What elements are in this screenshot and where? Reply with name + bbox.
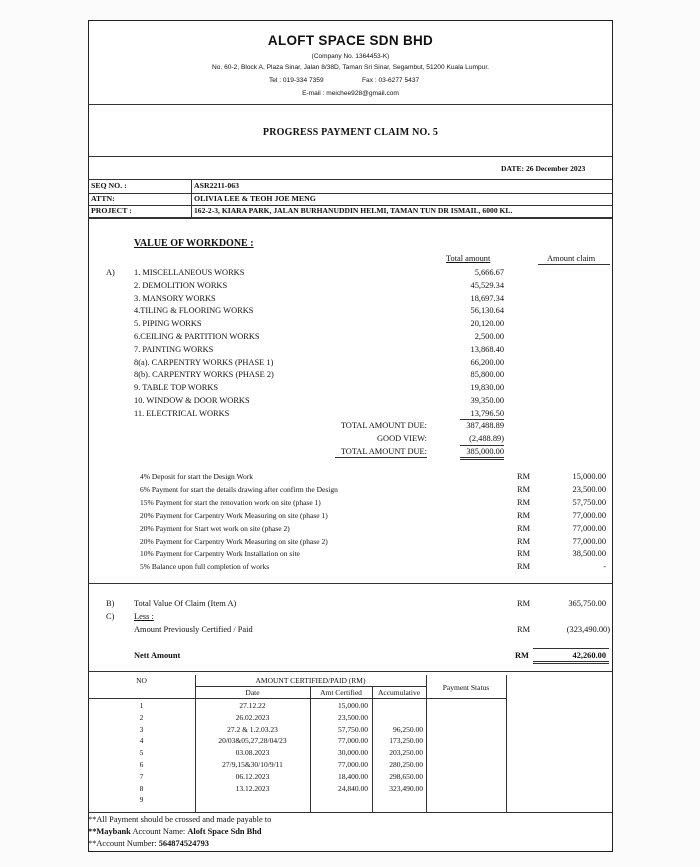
paid-row-accumulative: 173,250.00	[389, 736, 423, 746]
col-amt: Amt Certified	[320, 688, 362, 697]
payment-stage-currency: RM	[517, 497, 531, 507]
paid-row-amount: 77,000.00	[338, 760, 368, 769]
work-item-amount: 56,130.64	[470, 306, 504, 316]
work-item-name: 2. DEMOLITION WORKS	[134, 280, 228, 290]
table-line	[506, 675, 507, 812]
divider	[88, 671, 612, 672]
paid-row-no: 6	[139, 760, 144, 769]
nett-label: Nett Amount	[134, 651, 181, 660]
paid-row-no: 8	[139, 783, 144, 793]
payment-stage-desc: 20% Payment for Carpentry Work Measuring on site (phase 1)	[140, 510, 328, 520]
claim-underline	[538, 264, 610, 265]
footer-line3	[88, 840, 209, 848]
b-amount: 365,750.00	[568, 599, 606, 608]
paid-row-no: 9	[139, 795, 144, 805]
b-label: B)	[106, 599, 115, 608]
company-email: E-mail : meichee928@gmail.com	[302, 90, 399, 97]
paid-row-amount: 24,840.00	[338, 783, 368, 793]
double-underline	[533, 663, 609, 664]
paid-row-date: 27/9,15&30/10/9/11	[222, 760, 283, 769]
nett-currency: RM	[515, 651, 529, 660]
payment-stage-currency: RM	[517, 523, 531, 533]
c-currency: RM	[517, 625, 531, 634]
total-due2-value: 385,000.00	[466, 447, 504, 456]
work-item-name: 8(b). CARPENTRY WORKS (PHASE 2)	[134, 370, 274, 380]
work-item-amount: 85,800.00	[470, 370, 504, 380]
b-text: Total Value Of Claim (Item A)	[134, 599, 237, 608]
paid-row-date: 20/03&05,27,28/04/23	[218, 736, 287, 746]
work-item-name: 7. PAINTING WORKS	[134, 344, 214, 354]
footer-account-label: Account Name:	[130, 827, 188, 836]
col-amount-claim: Amount claim	[547, 254, 596, 263]
payment-stage-desc: 20% Payment for Carpentry Work Measuring on site (phase 2)	[140, 536, 328, 546]
payment-stage-desc: 4% Deposit for start the Design Work	[140, 472, 253, 481]
payment-stage-currency: RM	[517, 536, 531, 546]
paid-row-accumulative: 298,650.00	[389, 771, 423, 781]
payment-stage-desc: 10% Payment for Carpentry Work Installation on site	[140, 549, 300, 559]
paid-row-no: 5	[139, 748, 144, 758]
footer-account-number: 564874524793	[158, 839, 209, 848]
paid-row-date: 06.12.2023	[235, 771, 270, 781]
payment-stage-amount: 23,500.00	[572, 484, 606, 494]
paid-row-accumulative: 323,490.00	[389, 783, 423, 793]
footer-number-label: **Account Number:	[88, 839, 159, 848]
paid-row-amount: 18,400.00	[338, 771, 368, 781]
paid-row-date: 03.08.2023	[235, 748, 270, 758]
project-label: PROJECT :	[91, 206, 132, 215]
work-item-amount: 39,350.00	[470, 396, 504, 405]
work-item-amount: 13,868.40	[470, 344, 504, 354]
col-status: Payment Status	[442, 683, 490, 692]
payment-stage-amount: 57,750.00	[572, 497, 606, 507]
divider	[88, 156, 612, 157]
company-name: ALOFT SPACE SDN BHD	[267, 33, 434, 48]
paid-row-accumulative: 280,250.00	[389, 760, 423, 769]
nett-topline	[533, 648, 609, 649]
footer-account-name: Aloft Space Sdn Bhd	[187, 827, 262, 836]
payment-stage-desc: 15% Payment for start the renovation work on site (phase 1)	[140, 497, 321, 507]
payment-stage-currency: RM	[517, 562, 531, 572]
col-date: Date	[245, 688, 260, 697]
seq-value: ASR2211-063	[194, 181, 240, 190]
footer-line1: **All Payment should be crossed and made payable to	[88, 815, 272, 824]
col-total-amount: Total amount	[446, 254, 491, 263]
project-value: 162-2-3, KIARA PARK, JALAN BURHANUDDIN HELMI, TAMAN TUN DR ISMAIL, 6000 KL.	[194, 206, 513, 215]
paid-row-date: 13.12.2023	[235, 783, 270, 793]
double-underline	[533, 661, 609, 662]
good-view-value: (2,488.89)	[469, 434, 504, 443]
label-underline	[335, 457, 427, 458]
work-item-amount: 18,697.34	[470, 293, 504, 303]
payment-stage-amount: 77,000.00	[572, 523, 606, 533]
b-currency: RM	[517, 599, 531, 608]
paid-row-accumulative: 203,250.00	[389, 748, 423, 758]
seq-label: SEQ NO. :	[91, 181, 127, 190]
company-fax: Fax : 03-6277 5437	[362, 77, 420, 84]
work-item-amount: 13,796.50	[470, 408, 504, 418]
work-item-amount: 2,500.00	[474, 332, 504, 341]
paid-row-amount: 30,000.00	[338, 748, 368, 758]
work-item-name: 6.CEILING & PARTITION WORKS	[134, 332, 260, 341]
divider	[88, 104, 612, 105]
claim-date: DATE: 26 December 2023	[501, 164, 586, 173]
paid-row-amount: 77,000.00	[338, 736, 368, 746]
paid-row-amount: 23,500.00	[338, 712, 368, 722]
paid-row-no: 1	[139, 701, 144, 710]
payment-stage-currency: RM	[517, 510, 531, 520]
work-item-name: 10. WINDOW & DOOR WORKS	[134, 396, 250, 405]
work-item-amount: 66,200.00	[470, 357, 504, 367]
work-item-name: 3. MANSORY WORKS	[134, 293, 216, 303]
payment-stage-desc: 20% Payment for Start wet work on site (phase 2)	[140, 523, 290, 533]
grid-line	[191, 179, 192, 218]
company-reg: (Company No. 1364453-K)	[311, 53, 390, 60]
total-due-label: TOTAL AMOUNT DUE:	[340, 421, 427, 430]
work-item-name: 9. TABLE TOP WORKS	[134, 383, 219, 393]
total-due-value: 387,488.89	[466, 421, 504, 430]
payment-stage-amount: 15,000.00	[572, 472, 606, 481]
attn-label: ATTN:	[91, 194, 115, 203]
subtotal-line	[460, 445, 504, 446]
paid-row-no: 3	[139, 724, 144, 734]
c-text: Amount Previously Certified / Paid	[134, 625, 253, 634]
company-tel: Tel : 019-334 7359	[269, 77, 324, 84]
payment-stage-desc: 5% Balance upon full completion of works	[140, 562, 270, 572]
payment-stage-amount: 38,500.00	[572, 549, 606, 559]
company-address: No. 60-2, Block A, Plaza Sinar, Jalan 8/38D, Taman Sri Sinar, Segambut, 51200 Kuala Lumpur.	[212, 64, 489, 71]
col-acc: Accumulative	[377, 688, 421, 697]
divider	[88, 812, 612, 813]
divider	[88, 583, 612, 584]
work-item-amount: 19,830.00	[470, 383, 504, 393]
work-item-name: 8(a). CARPENTRY WORKS (PHASE 1)	[134, 357, 274, 367]
total-due2-label: TOTAL AMOUNT DUE:	[340, 447, 427, 456]
work-item-name: 1. MISCELLANEOUS WORKS	[134, 268, 245, 277]
grid-line	[88, 217, 612, 219]
grid-line	[88, 179, 612, 180]
payment-stage-currency: RM	[517, 484, 531, 494]
payment-stage-amount: 77,000.00	[572, 510, 606, 520]
c-amount: (323,490.00)	[566, 625, 610, 634]
attn-value: OLIVIA LEE & TEOH JOE MENG	[194, 194, 316, 203]
work-item-amount: 5,666.67	[474, 268, 504, 277]
grid-line	[88, 193, 612, 194]
double-underline	[460, 459, 504, 460]
nett-amount: 42,260.00	[572, 651, 606, 660]
section-a-label: A)	[106, 268, 115, 277]
subtotal-line	[460, 419, 504, 420]
paid-row-no: 4	[139, 736, 144, 746]
paid-row-amount: 57,750.00	[338, 724, 368, 734]
col-group: AMOUNT CERTIFIED/PAID (RM)	[255, 676, 366, 685]
col-no: NO	[136, 676, 147, 685]
claim-title: PROGRESS PAYMENT CLAIM NO. 5	[262, 127, 439, 138]
good-view-label: GOOD VIEW:	[376, 434, 427, 443]
table-line	[88, 698, 506, 699]
work-item-name: 11. ELECTRICAL WORKS	[134, 408, 230, 418]
payment-stage-amount: 77,000.00	[572, 536, 606, 546]
paid-row-date: 27.2 & 1.2.03.23	[227, 724, 278, 734]
work-item-amount: 20,120.00	[470, 319, 504, 329]
footer-bank: **Maybank	[88, 827, 131, 836]
less-label: Less :	[134, 612, 154, 621]
work-item-name: 4.TILING & FLOORING WORKS	[134, 306, 254, 316]
footer-line2	[88, 828, 262, 836]
paid-row-date: 26.02.2023	[235, 712, 270, 722]
table-line	[195, 686, 426, 687]
work-item-name: 5. PIPING WORKS	[134, 319, 202, 329]
double-underline	[460, 457, 504, 458]
payment-stage-amount: -	[603, 562, 606, 572]
paid-row-no: 7	[139, 771, 144, 781]
paid-row-accumulative: 96,250.00	[393, 724, 423, 734]
paid-row-amount: 15,000.00	[338, 701, 368, 710]
payment-stage-currency: RM	[517, 549, 531, 559]
work-item-amount: 45,529.34	[470, 280, 504, 290]
table-line	[426, 675, 427, 812]
paid-row-no: 2	[139, 712, 144, 722]
paid-row-date: 27.12.22	[239, 701, 266, 710]
workdone-heading: VALUE OF WORKDONE :	[134, 238, 254, 249]
payment-stage-desc: 6% Payment for start the details drawing after confirm the Design	[140, 484, 338, 494]
payment-stage-currency: RM	[517, 472, 531, 481]
c-label: C)	[106, 612, 115, 621]
